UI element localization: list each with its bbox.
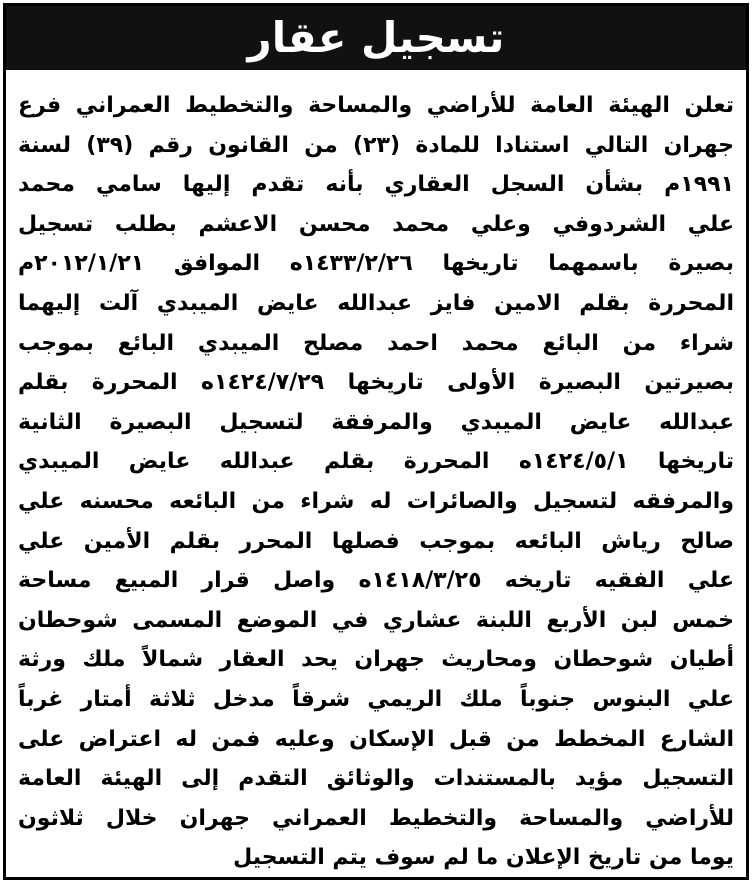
notice-title: تسجيل عقار xyxy=(247,13,505,62)
text-line: المحررة بقلم الامين فايز عبدالله عايض الميبدي آلت إليهما xyxy=(18,290,734,316)
text-line: علي الشردوفي وعلي محمد محسن الاعشم بطلب تسجيل xyxy=(18,211,734,237)
text-line: أطيان شوحطان ومحاريث جهران يحد العقار شمالاً ملك ورثة xyxy=(18,647,734,673)
text-line: يوما من تاريخ الإعلان ما لم سوف يتم التسجيل xyxy=(233,845,734,871)
text-line: والمرفقه لتسجيل والصائرات له شراء من البائعه محسنه علي xyxy=(18,488,734,514)
text-line: ١٩٩١م بشأن السجل العقاري بأنه تقدم إليها سامي محمد xyxy=(18,172,734,198)
text-line: للأراضي والمساحة والتخطيط العمراني جهران خلال ثلاثون xyxy=(18,805,734,831)
text-line: علي البنوس جنوباً ملك الريمي شرقاً مدخل ثلاثة أمتار غرباً xyxy=(18,686,734,712)
text-line: بصيرتين البصيرة الأولى تاريخها ١٤٢٤/٧/٢٩ه المحررة بقلم xyxy=(18,370,734,396)
text-line: تاريخها ١٤٢٤/٥/١ه المحررة بقلم عبدالله عايض الميبدي xyxy=(18,449,734,475)
title-bar xyxy=(6,6,746,70)
text-line: التسجيل مؤيد بالمستندات والوثائق التقدم إلى الهيئة العامة xyxy=(18,766,734,792)
text-line: تعلن الهيئة العامة للأراضي والمساحة والتخطيط العمراني فرع xyxy=(18,93,734,118)
text-line: شراء من البائع محمد احمد مصلح الميبدي البائع بموجب xyxy=(18,330,734,356)
text-line: بصيرة باسمهما تاريخها ١٤٣٣/٢/٢٦ه الموافق ٢٠١٢/١/٢١م xyxy=(18,251,734,277)
text-line: الشارع المخطط من قبل الإسكان وعليه فمن له اعتراض على xyxy=(18,726,734,752)
text-line: خمس لبن الأربع اللبنة عشاري في الموضع المسمى شوحطان xyxy=(18,607,734,633)
text-line: صالح رياش البائعه بموجب فصلها المحرر بقلم الأمين علي xyxy=(18,528,734,554)
text-line: علي الفقيه تاريخه ١٤١٨/٣/٢٥ه واصل قرار المبيع مساحة xyxy=(18,568,734,594)
text-line: جهران التالي استنادا للمادة (٢٣) من القانون رقم (٣٩) لسنة xyxy=(18,132,734,158)
notice-body xyxy=(18,86,734,878)
text-line: عبدالله عايض الميبدي والمرفقة لتسجيل البصيرة الثانية xyxy=(18,409,734,435)
notice-box xyxy=(3,3,749,880)
